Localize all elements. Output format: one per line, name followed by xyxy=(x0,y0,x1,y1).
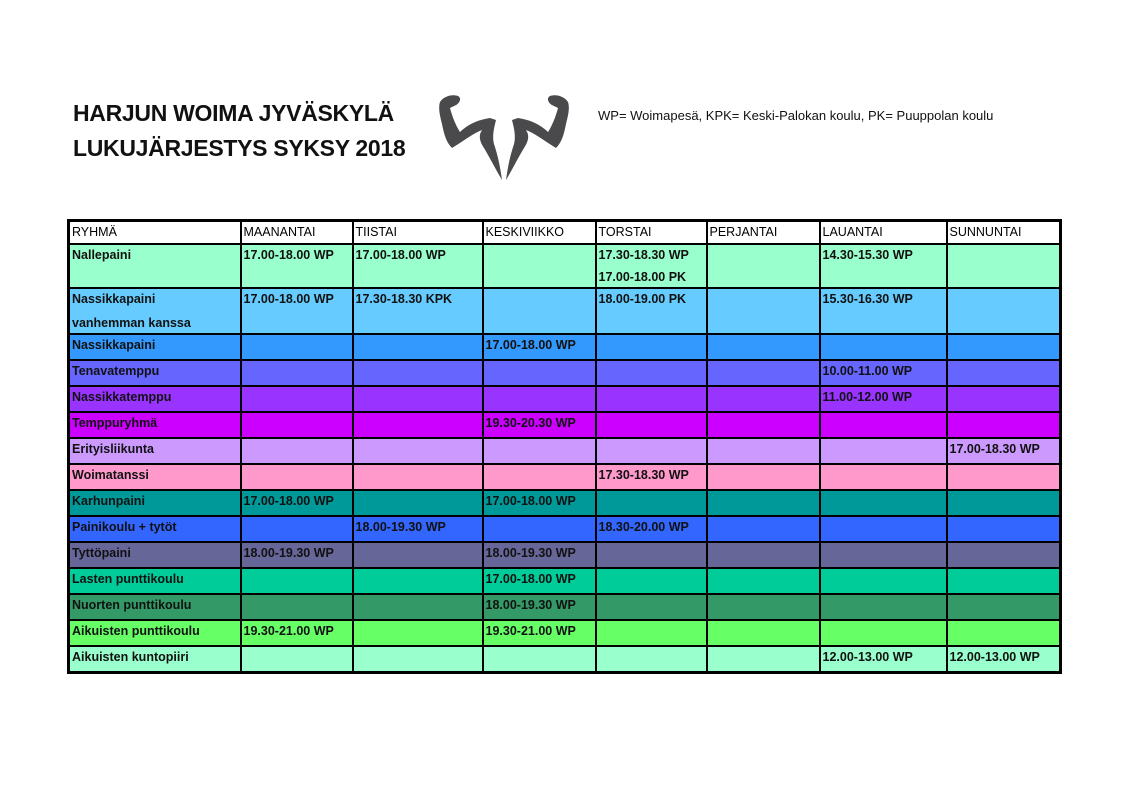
time-slot: 19.30-21.00 WP xyxy=(243,624,334,638)
column-header-tiistai: TIISTAI xyxy=(353,221,483,245)
table-row xyxy=(69,244,1061,288)
schedule-cell-tiistai xyxy=(353,386,483,412)
schedule-cell-perjantai xyxy=(707,542,820,568)
schedule-cell-lauantai xyxy=(820,542,947,568)
schedule-cell-maanantai xyxy=(241,542,353,568)
schedule-cell-keskiviikko xyxy=(483,646,596,672)
schedule-cell-tiistai xyxy=(353,620,483,646)
group-name-cell xyxy=(69,646,241,672)
schedule-cell-tiistai xyxy=(353,360,483,386)
group-name-cell xyxy=(69,620,241,646)
schedule-cell-keskiviikko xyxy=(483,386,596,412)
schedule-cell-torstai xyxy=(596,516,707,542)
group-name: Lasten punttikoulu xyxy=(72,572,184,586)
schedule-cell-torstai xyxy=(596,438,707,464)
group-name-cell xyxy=(69,334,241,360)
schedule-cell-maanantai xyxy=(241,516,353,542)
schedule-cell-torstai xyxy=(596,334,707,360)
schedule-cell-perjantai xyxy=(707,568,820,594)
group-name: Tyttöpaini xyxy=(72,546,131,560)
schedule-cell-torstai xyxy=(596,360,707,386)
schedule-cell-perjantai xyxy=(707,386,820,412)
schedule-cell-perjantai xyxy=(707,360,820,386)
schedule-cell-lauantai xyxy=(820,646,947,672)
group-name-cell xyxy=(69,490,241,516)
time-slot: 12.00-13.00 WP xyxy=(949,650,1040,664)
time-slot: 18.00-19.30 WP xyxy=(485,546,576,560)
schedule-cell-perjantai xyxy=(707,516,820,542)
schedule-cell-keskiviikko xyxy=(483,288,596,334)
schedule-cell-lauantai xyxy=(820,620,947,646)
time-slot: 17.30-18.30 WP xyxy=(598,248,689,262)
schedule-cell-maanantai xyxy=(241,288,353,334)
schedule-cell-torstai xyxy=(596,490,707,516)
schedule-cell-tiistai xyxy=(353,464,483,490)
group-name: Painikoulu + tytöt xyxy=(72,520,177,534)
group-name: Aikuisten punttikoulu xyxy=(72,624,200,638)
time-slot: 19.30-20.30 WP xyxy=(485,416,576,430)
table-row xyxy=(69,542,1061,568)
time-slot: 17.00-18.30 WP xyxy=(949,442,1040,456)
group-name-line-2: vanhemman kanssa xyxy=(72,316,191,330)
table-row xyxy=(69,412,1061,438)
schedule-cell-torstai xyxy=(596,568,707,594)
group-name: Nassikkapaini xyxy=(72,292,156,306)
table-row xyxy=(69,620,1061,646)
group-name-cell xyxy=(69,438,241,464)
schedule-cell-maanantai xyxy=(241,490,353,516)
group-name-cell xyxy=(69,360,241,386)
schedule-cell-perjantai xyxy=(707,620,820,646)
schedule-cell-maanantai xyxy=(241,244,353,288)
schedule-cell-torstai xyxy=(596,412,707,438)
schedule-cell-torstai xyxy=(596,288,707,334)
schedule-cell-tiistai xyxy=(353,244,483,288)
schedule-cell-tiistai xyxy=(353,516,483,542)
time-slot: 15.30-16.30 WP xyxy=(822,292,913,306)
column-header-keskiviikko: KESKIVIIKKO xyxy=(483,221,596,245)
schedule-cell-torstai xyxy=(596,620,707,646)
schedule-cell-perjantai xyxy=(707,244,820,288)
schedule-cell-tiistai xyxy=(353,568,483,594)
time-slot: 10.00-11.00 WP xyxy=(822,364,913,378)
schedule-cell-lauantai xyxy=(820,490,947,516)
schedule-cell-perjantai xyxy=(707,464,820,490)
schedule-cell-sunnuntai xyxy=(947,438,1061,464)
schedule-cell-keskiviikko xyxy=(483,334,596,360)
time-slot: 17.00-18.00 WP xyxy=(243,248,334,262)
flexing-arms-icon xyxy=(436,92,572,182)
table-row xyxy=(69,568,1061,594)
schedule-cell-torstai xyxy=(596,464,707,490)
schedule-cell-keskiviikko xyxy=(483,542,596,568)
schedule-table xyxy=(67,219,1062,674)
schedule-cell-lauantai xyxy=(820,360,947,386)
time-slot: 17.00-18.00 WP xyxy=(243,292,334,306)
schedule-cell-sunnuntai xyxy=(947,542,1061,568)
schedule-cell-maanantai xyxy=(241,334,353,360)
schedule-cell-perjantai xyxy=(707,646,820,672)
schedule-cell-tiistai xyxy=(353,594,483,620)
schedule-cell-lauantai xyxy=(820,334,947,360)
column-header-torstai: TORSTAI xyxy=(596,221,707,245)
table-row xyxy=(69,594,1061,620)
table-row xyxy=(69,386,1061,412)
time-slot: 17.00-18.00 WP xyxy=(243,494,334,508)
schedule-cell-sunnuntai xyxy=(947,386,1061,412)
group-name: Tenavatemppu xyxy=(72,364,160,378)
schedule-cell-lauantai xyxy=(820,288,947,334)
group-name-cell xyxy=(69,516,241,542)
schedule-cell-torstai xyxy=(596,594,707,620)
schedule-cell-tiistai xyxy=(353,334,483,360)
time-slot: 18.00-19.30 WP xyxy=(355,520,446,534)
column-header-lauantai: LAUANTAI xyxy=(820,221,947,245)
schedule-cell-lauantai xyxy=(820,594,947,620)
table-row xyxy=(69,490,1061,516)
table-row xyxy=(69,334,1061,360)
schedule-cell-torstai xyxy=(596,244,707,288)
schedule-cell-maanantai xyxy=(241,620,353,646)
column-header-sunnuntai: SUNNUNTAI xyxy=(947,221,1061,245)
schedule-cell-tiistai xyxy=(353,438,483,464)
schedule-cell-lauantai xyxy=(820,244,947,288)
group-name: Nallepaini xyxy=(72,248,132,262)
schedule-cell-maanantai xyxy=(241,594,353,620)
schedule-cell-sunnuntai xyxy=(947,360,1061,386)
title-line-1: HARJUN WOIMA JYVÄSKYLÄ xyxy=(73,100,394,126)
title-line-2: LUKUJÄRJESTYS SYKSY 2018 xyxy=(73,135,406,161)
schedule-cell-perjantai xyxy=(707,412,820,438)
time-slot: 12.00-13.00 WP xyxy=(822,650,913,664)
table-row xyxy=(69,360,1061,386)
time-slot: 17.30-18.30 WP xyxy=(598,468,689,482)
time-slot: 17.00-18.00 WP xyxy=(485,572,576,586)
schedule-cell-lauantai xyxy=(820,568,947,594)
schedule-cell-tiistai xyxy=(353,490,483,516)
group-name-cell xyxy=(69,542,241,568)
schedule-cell-lauantai xyxy=(820,412,947,438)
schedule-cell-lauantai xyxy=(820,438,947,464)
schedule-cell-lauantai xyxy=(820,464,947,490)
location-legend: WP= Woimapesä, KPK= Keski-Palokan koulu, PK= Puuppolan koulu xyxy=(598,108,994,123)
table-row xyxy=(69,464,1061,490)
schedule-cell-perjantai xyxy=(707,594,820,620)
schedule-cell-sunnuntai xyxy=(947,334,1061,360)
schedule-cell-keskiviikko xyxy=(483,464,596,490)
schedule-cell-sunnuntai xyxy=(947,646,1061,672)
schedule-cell-keskiviikko xyxy=(483,620,596,646)
schedule-cell-maanantai xyxy=(241,412,353,438)
group-name: Woimatanssi xyxy=(72,468,149,482)
schedule-cell-tiistai xyxy=(353,542,483,568)
schedule-cell-maanantai xyxy=(241,568,353,594)
schedule-cell-perjantai xyxy=(707,334,820,360)
schedule-cell-tiistai xyxy=(353,646,483,672)
time-slot: 18.00-19.00 PK xyxy=(598,292,687,306)
schedule-cell-keskiviikko xyxy=(483,438,596,464)
time-slot: 17.30-18.30 KPK xyxy=(355,292,453,306)
group-name-cell xyxy=(69,244,241,288)
schedule-cell-lauantai xyxy=(820,516,947,542)
schedule-cell-keskiviikko xyxy=(483,594,596,620)
schedule-cell-keskiviikko xyxy=(483,490,596,516)
schedule-cell-keskiviikko xyxy=(483,568,596,594)
time-slot: 18.00-19.30 WP xyxy=(485,598,576,612)
table-row xyxy=(69,438,1061,464)
schedule-cell-sunnuntai xyxy=(947,516,1061,542)
group-name-cell xyxy=(69,288,241,334)
schedule-cell-sunnuntai xyxy=(947,288,1061,334)
schedule-cell-maanantai xyxy=(241,438,353,464)
time-slot: 11.00-12.00 WP xyxy=(822,390,913,404)
group-name: Nassikkatemppu xyxy=(72,390,172,404)
table-row xyxy=(69,646,1061,672)
column-header-perjantai: PERJANTAI xyxy=(707,221,820,245)
column-header-maanantai: MAANANTAI xyxy=(241,221,353,245)
group-name: Karhunpaini xyxy=(72,494,145,508)
column-header-ryhma: RYHMÄ xyxy=(69,221,241,245)
schedule-cell-sunnuntai xyxy=(947,620,1061,646)
schedule-cell-keskiviikko xyxy=(483,360,596,386)
schedule-cell-lauantai xyxy=(820,386,947,412)
time-slot: 17.00-18.00 WP xyxy=(485,494,576,508)
schedule-cell-tiistai xyxy=(353,412,483,438)
schedule-cell-sunnuntai xyxy=(947,412,1061,438)
table-row xyxy=(69,288,1061,334)
schedule-cell-tiistai xyxy=(353,288,483,334)
schedule-cell-maanantai xyxy=(241,386,353,412)
time-slot: 19.30-21.00 WP xyxy=(485,624,576,638)
time-slot: 17.00-18.00 WP xyxy=(355,248,446,262)
group-name-cell xyxy=(69,386,241,412)
schedule-cell-maanantai xyxy=(241,464,353,490)
time-slot: 18.30-20.00 WP xyxy=(598,520,689,534)
schedule-cell-keskiviikko xyxy=(483,516,596,542)
group-name: Aikuisten kuntopiiri xyxy=(72,650,189,664)
schedule-cell-sunnuntai xyxy=(947,490,1061,516)
group-name: Nassikkapaini xyxy=(72,338,156,352)
schedule-cell-sunnuntai xyxy=(947,568,1061,594)
schedule-cell-perjantai xyxy=(707,490,820,516)
time-slot: 18.00-19.30 WP xyxy=(243,546,334,560)
schedule-cell-keskiviikko xyxy=(483,244,596,288)
schedule-cell-torstai xyxy=(596,542,707,568)
schedule-cell-maanantai xyxy=(241,646,353,672)
group-name-cell xyxy=(69,594,241,620)
schedule-cell-maanantai xyxy=(241,360,353,386)
group-name: Erityisliikunta xyxy=(72,442,154,456)
time-slot: 17.00-18.00 WP xyxy=(485,338,576,352)
schedule-cell-perjantai xyxy=(707,438,820,464)
schedule-cell-keskiviikko xyxy=(483,412,596,438)
schedule-cell-sunnuntai xyxy=(947,464,1061,490)
group-name: Nuorten punttikoulu xyxy=(72,598,192,612)
time-slot-2: 17.00-18.00 PK xyxy=(598,270,687,284)
group-name-cell xyxy=(69,412,241,438)
schedule-cell-torstai xyxy=(596,386,707,412)
time-slot: 14.30-15.30 WP xyxy=(822,248,913,262)
schedule-cell-torstai xyxy=(596,646,707,672)
schedule-cell-sunnuntai xyxy=(947,594,1061,620)
table-row xyxy=(69,516,1061,542)
group-name-cell xyxy=(69,464,241,490)
header-row xyxy=(69,221,1061,245)
schedule-cell-sunnuntai xyxy=(947,244,1061,288)
group-name-cell xyxy=(69,568,241,594)
group-name: Temppuryhmä xyxy=(72,416,158,430)
schedule-cell-perjantai xyxy=(707,288,820,334)
